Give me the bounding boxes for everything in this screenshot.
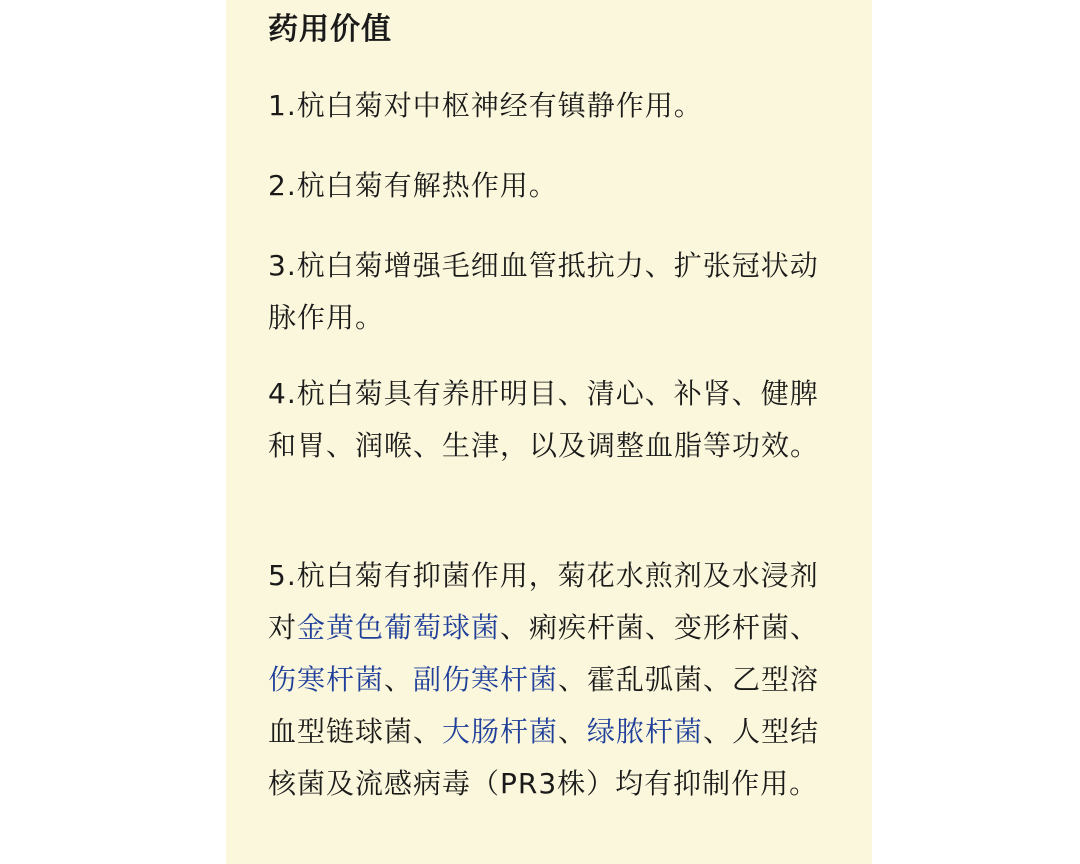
link-escherichia-coli[interactable]: 大肠杆菌 [442,715,559,748]
article-panel [226,0,872,864]
paragraph-2: 2.杭白菊有解热作用。 [268,169,558,202]
paragraph-5-text: 、 [384,663,414,696]
section-heading: 药用价值 [268,12,392,47]
link-staphylococcus-aureus[interactable]: 金黄色葡萄球菌 [297,611,501,644]
paragraph-5-text: 、人型结核菌及流感病毒（PR3株）均有抑制作用。 [268,715,820,800]
paragraph-1: 1.杭白菊对中枢神经有镇静作用。 [268,89,703,122]
paragraph-5-text: 、痢疾杆菌、变形杆菌、 [500,611,820,644]
paragraph-4: 4.杭白菊具有养肝明目、清心、补肾、健脾和胃、润喉、生津，以及调整血脂等功效。 [268,377,820,462]
paragraph-3: 3.杭白菊增强毛细血管抵抗力、扩张冠状动脉作用。 [268,249,819,334]
paragraph-5-text: 5.杭白菊有抑菌作用，菊花水煎剂及水浸剂对 [268,559,819,644]
link-pseudomonas-aeruginosa[interactable]: 绿脓杆菌 [587,715,704,748]
paragraph-5-text: 、 [558,715,588,748]
link-typhoid-bacillus[interactable]: 伤寒杆菌 [268,663,385,696]
paragraph-5-text: 、霍乱弧菌、乙型溶血型链球菌、 [268,663,820,748]
paragraph-5 [268,550,823,810]
link-paratyphoid-bacillus[interactable]: 副伤寒杆菌 [413,663,559,696]
